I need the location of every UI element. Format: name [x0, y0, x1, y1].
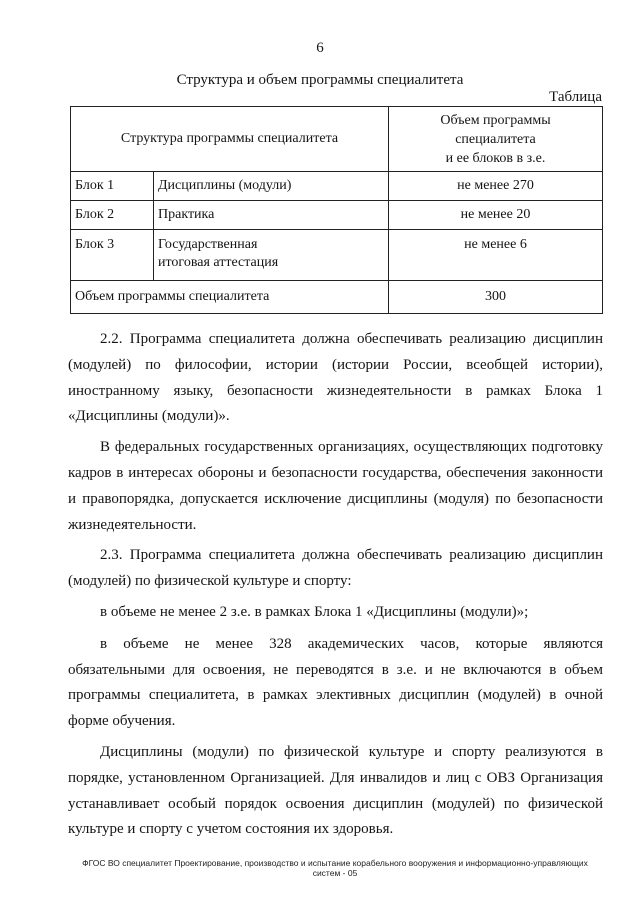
block-name-line: итоговая аттестация [158, 255, 279, 270]
paragraph: 2.2. Программа специалитета должна обеспечивать реализацию дисциплин (модулей) по философии, истории (истории России, всеобщей истории), иностранному языку, безопасности жизнедеятельности в рамках Блока 1 «Дисциплины (модули)». [68, 331, 603, 425]
block-volume-cell: не менее 20 [389, 201, 603, 230]
table-row [71, 201, 603, 230]
table-row [71, 230, 603, 281]
program-structure-table [70, 106, 603, 314]
block-volume-cell: не менее 270 [389, 172, 603, 201]
table-title: Структура и объем программы специалитета [176, 72, 464, 88]
header-volume-line: Объем программы [440, 112, 551, 128]
total-value-cell: 300 [389, 281, 603, 314]
total-label-cell: Объем программы специалитета [71, 281, 389, 314]
paragraph: В федеральных государственных организациях, осуществляющих подготовку кадров в интересах обороны и безопасности государства, обеспечения законности и правопорядка, допускается исключение дисциплины (модуля) по безопасности жизнедеятельности. [68, 439, 603, 533]
page-footer: ФГОС ВО специалитет Проектирование, производство и испытание корабельного вооружения и информационно-управляющих систем - 05 [82, 858, 588, 878]
table-total-row [71, 281, 603, 314]
block-name-cell [154, 230, 389, 281]
header-volume-line: специалитета [455, 131, 536, 147]
block-cell: Блок 2 [71, 201, 154, 230]
block-volume-cell: не менее 6 [389, 230, 603, 281]
header-volume-cell [389, 107, 603, 172]
header-structure-cell: Структура программы специалитета [71, 107, 389, 172]
paragraph: Дисциплины (модули) по физической культуре и спорту реализуются в порядке, установленном Организацией. Для инвалидов и лиц с ОВЗ Организация устанавливает особый порядок освоения дисциплин (модулей) по физической культуре и спорту с учетом состояния их здоровья. [68, 743, 603, 838]
page-number: 6 [316, 40, 324, 56]
paragraph: в объеме не менее 328 академических часов, которые являются обязательными для освоения, не переводятся в з.е. и не включаются в объем программы специалитета, в рамках элективных дисциплин (модулей) в очной форме обучения. [68, 635, 603, 730]
block-name-cell: Дисциплины (модули) [154, 172, 389, 201]
table-header-row [71, 107, 603, 172]
table-caption: Таблица [549, 89, 602, 105]
block-cell: Блок 1 [71, 172, 154, 201]
header-volume-line: и ее блоков в з.е. [445, 150, 546, 166]
paragraph: в объеме не менее 2 з.е. в рамках Блока 1 «Дисциплины (модули)»; [100, 603, 529, 620]
table-row [71, 172, 603, 201]
paragraph: 2.3. Программа специалитета должна обеспечивать реализацию дисциплин (модулей) по физической культуре и спорту: [68, 547, 603, 590]
block-cell: Блок 3 [71, 230, 154, 281]
block-name-cell: Практика [154, 201, 389, 230]
body-text [68, 327, 603, 848]
block-name-line: Государственная [158, 237, 258, 252]
